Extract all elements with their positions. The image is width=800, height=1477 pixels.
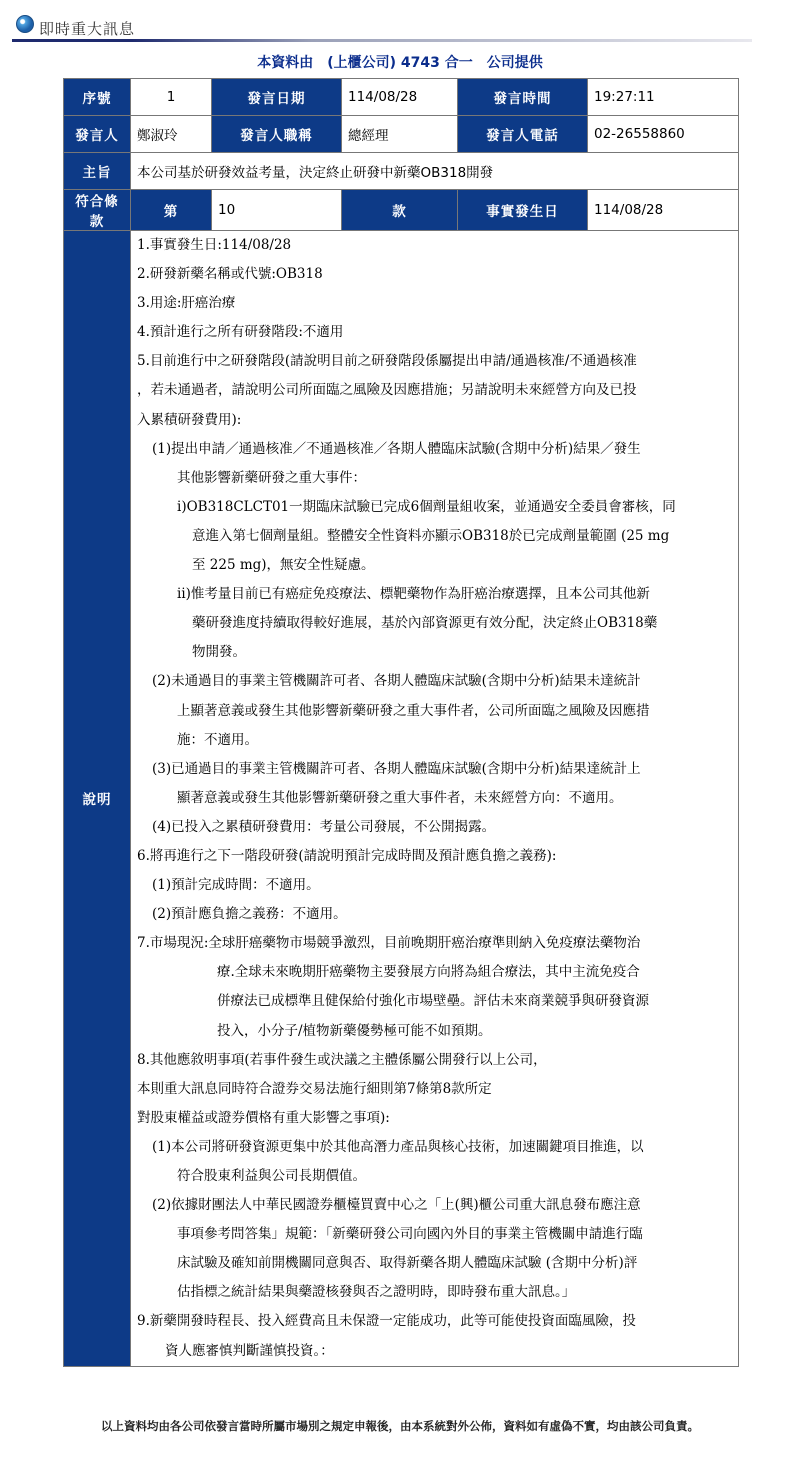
header-rule [12,39,752,42]
desc-line: 符合股東利益與公司長期價值。 [177,1168,366,1184]
disclaimer-footer: 以上資料均由各公司依發言當時所屬市場別之規定申報後，由本系統對外公佈，資料如有虛偽不實，均由該公司負責。 [101,1419,699,1433]
desc-line: (2)依據財團法人中華民國證券櫃檯買賣中心之「上(興)櫃公司重大訊息發布應注意 [152,1197,641,1214]
desc-line: 8.其他應敘明事項(若事件發生或決議之主體係屬公開發行以上公司， [137,1051,547,1068]
desc-line: 5.目前進行中之研發階段(請說明目前之研發階段係屬提出申請/通過核准/不通過核准 [137,353,637,370]
phone-label: 發言人電話 [458,116,588,153]
page-title: 即時重大訊息 [39,20,136,38]
source-suffix: 公司提供 [486,55,543,71]
description-label: 說明 [64,231,131,1367]
desc-line: 施：不適用。 [177,731,258,748]
desc-line: 估指標之統計結果與藥證核發與否之證明時，即時發布重大訊息。」 [177,1284,576,1301]
desc-line: (2)未通過目的事業主管機關許可者、各期人體臨床試驗(含期中分析)結果未達統計 [152,673,641,690]
desc-line: 4.預計進行之所有研發階段:不適用 [137,324,344,341]
clause-kuan-label: 款 [342,190,458,231]
desc-line: (1)本公司將研發資源更集中於其他高潛力產品與核心技術，加速關鍵項目推進，以 [152,1138,644,1155]
desc-line: (2)預計應負擔之義務：不適用。 [152,906,347,923]
desc-line: 物開發。 [192,644,246,661]
desc-line: 床試驗及確知前開機關同意與否、取得新藥各期人體臨床試驗 (含期中分析)評 [177,1255,638,1272]
desc-line: 2.研發新藥名稱或代號:OB318 [137,266,323,283]
desc-line: 資人應審慎判斷謹慎投資。： [165,1342,334,1359]
desc-line: 上顯著意義或發生其他影響新藥研發之重大事件者，公司所面臨之風險及因應措 [177,702,650,719]
desc-line: 顯著意義或發生其他影響新藥研發之重大事件者，未來經營方向：不適用。 [177,789,623,806]
clause-label: 符合條款 [64,190,131,231]
date-value: 114/08/28 [342,79,458,116]
desc-line: ⅱ)惟考量目前已有癌症免疫療法、標靶藥物作為肝癌治療選擇，且本公司其他新 [177,586,650,603]
desc-line: ⅰ)OB318CLCT01一期臨床試驗已完成6個劑量組收案，並通過安全委員會審核，同 [177,498,676,515]
phone-value: 02-26558860 [588,116,739,153]
description-body [131,231,739,1367]
speaker-title-label: 發言人職稱 [212,116,342,153]
source-line [0,52,800,72]
announcement-table [63,78,739,1367]
globe-icon [16,15,34,33]
desc-line: 藥研發進度持續取得較好進展，基於內部資源更有效分配，決定終止OB318藥 [192,615,658,632]
desc-line: 併療法已成標準且健保給付強化市場壁壘。評估未來商業競爭與研發資源 [217,993,649,1010]
desc-line: (1)提出申請／通過核准／不通過核准／各期人體臨床試驗(含期中分析)結果／發生 [152,440,641,457]
subject-label: 主旨 [64,153,131,190]
speaker-value: 鄭淑玲 [131,116,212,153]
desc-line: 至 225 mg)，無安全性疑慮。 [192,557,375,574]
desc-line: 對股東權益或證券價格有重大影響之事項): [137,1109,390,1126]
desc-line: (3)已通過目的事業主管機關許可者、各期人體臨床試驗(含期中分析)結果達統計上 [152,760,641,777]
seq-label: 序號 [64,79,131,116]
desc-line: 事項參考問答集」規範：「新藥研發公司向國內外目的事業主管機關申請進行臨 [177,1226,643,1243]
desc-line: 其他影響新藥研發之重大事件： [177,469,366,486]
time-value: 19:27:11 [588,79,739,116]
subject-value: 本公司基於研發效益考量，決定終止研發中新藥OB318開發 [131,153,739,190]
source-company: (上櫃公司) 4743 合一 [327,55,473,71]
speaker-title-value: 總經理 [342,116,458,153]
desc-line: (1)預計完成時間：不適用。 [152,877,320,894]
desc-line: (4)已投入之累積研發費用：考量公司發展，不公開揭露。 [152,818,496,835]
desc-line: 本則重大訊息同時符合證券交易法施行細則第7條第8款所定 [137,1080,492,1097]
desc-line: 療.全球未來晚期肝癌藥物主要發展方向將為組合療法，其中主流免疫合 [217,964,640,981]
page-header [12,10,752,46]
desc-line: 1.事實發生日:114/08/28 [137,237,292,253]
date-label: 發言日期 [212,79,342,116]
desc-line: 6.將再進行之下一階段研發(請說明預計完成時間及預計應負擔之義務): [137,847,557,864]
desc-line: 入累積研發費用): [137,411,242,428]
desc-line: 9.新藥開發時程長、投入經費高且未保證一定能成功，此等可能使投資面臨風險，投 [137,1313,636,1330]
desc-line: 3.用途:肝癌治療 [137,295,236,312]
desc-line: 意進入第七個劑量組。整體安全性資料亦顯示OB318於已完成劑量範圍 (25 mg [192,527,670,544]
clause-number: 10 [212,190,342,231]
clause-di-label: 第 [131,190,212,231]
desc-line: 投入，小分子/植物新藥優勢極可能不如預期。 [217,1022,492,1039]
event-date-label: 事實發生日 [458,190,588,231]
time-label: 發言時間 [458,79,588,116]
source-prefix: 本資料由 [257,55,314,71]
seq-value: 1 [131,79,212,116]
desc-line: 7.市場現況:全球肝癌藥物市場競爭激烈，目前晚期肝癌治療準則納入免疫療法藥物治 [137,935,641,952]
desc-line: ，若未通過者，請說明公司所面臨之風險及因應措施；另請說明未來經營方向及已投 [137,382,637,399]
speaker-label: 發言人 [64,116,131,153]
event-date-value: 114/08/28 [588,190,739,231]
